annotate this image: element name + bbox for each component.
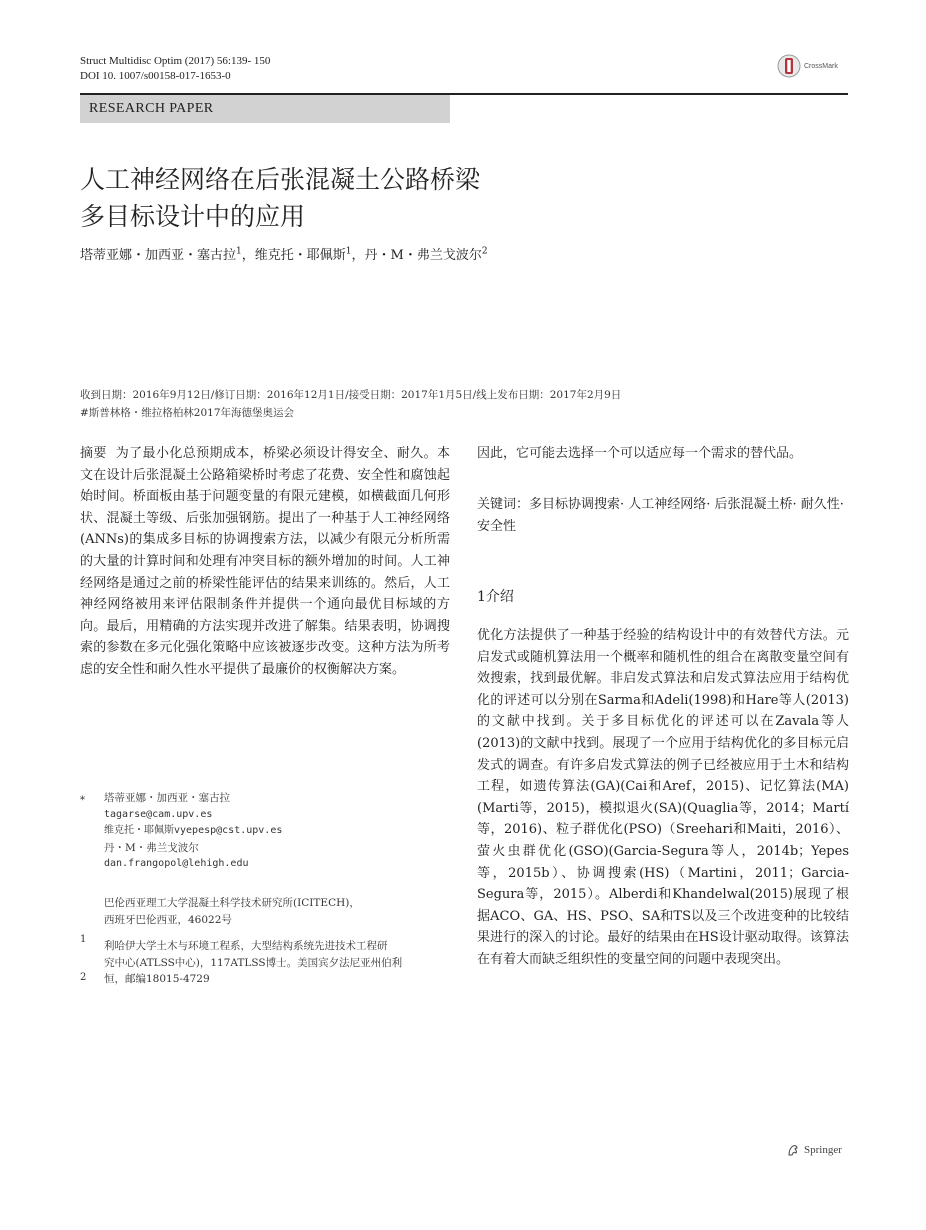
- corresponding-authors: [104, 790, 454, 873]
- author-1[interactable]: 塔蒂亚娜・加西亚・塞古拉: [80, 248, 237, 263]
- author-3[interactable]: 丹・M・弗兰戈波尔: [364, 248, 482, 263]
- doi[interactable]: DOI 10. 1007/s00158-017-1653-0: [80, 70, 231, 82]
- introduction-text: 优化方法提供了一种基于经验的结构设计中的有效替代方法。元启发式或随机算法用一个概率和随机性的组合在离散变量空间有效搜索，找到最优解。非启发式算法和启发式算法应用于结构优化的评述可以分别在Sarma和Adeli(1998)和Hare等人(2013)的文献中找到。关于多目标优化的评述可以在Zavala等人(2013)的文献中找到。展现了一个应用于结构优化的多目标元启发式的调查。有许多启发式算法的例子已经被应用于土木和结构工程，如遗传算法(GA)(Cai和Aref，2015)、记忆算法(MA)(Marti等，2015)，模拟退火(SA)(Quaglia等，2014；Martí等，2016)、粒子群优化(PSO)（Sreehari和Maiti，2016）、萤火虫群优化(GSO)(Garcia-Segura等人，2014b；Yepes等，2015b）、协调搜索(HS)（Martini，2011；Garcia-Segura等，2015）。Alberdi和Khandelwal(2015)展现了根据ACO、GA、HS、PSO、SA和TS以及三个改进变种的比较结果进行的深入的讨论。最好的结果由在HS设计驱动取得。该算法在有着大而缺乏组织性的变量空间的问题中表现突出。: [477, 628, 849, 967]
- affiliation-2-line-3: 恒，邮编18015-4729: [104, 973, 210, 985]
- crossmark-icon: [777, 54, 801, 78]
- copyright-line: #斯普林格・维拉格柏林2017年海德堡奥运会: [80, 407, 295, 419]
- author-1-name: 塔蒂亚娜・加西亚・塞古拉: [104, 792, 230, 804]
- affiliation-1-line-2: 西班牙巴伦西亚，46022号: [104, 913, 232, 926]
- crossmark-badge[interactable]: [777, 52, 849, 80]
- footnote-number-1: 1: [80, 934, 87, 945]
- publisher-name: Springer: [804, 1144, 842, 1156]
- author-separator: ，: [351, 248, 365, 263]
- author-3-email[interactable]: dan.frangopol@lehigh.edu: [104, 858, 249, 869]
- footnote-number-2: 2: [80, 972, 87, 983]
- author-separator: ，: [241, 248, 255, 263]
- paper-title: [80, 161, 480, 235]
- author-1-email[interactable]: tagarse@cam.upv.es: [104, 808, 213, 820]
- author-2-affiliation: 1: [345, 246, 352, 257]
- journal-reference: Struct Multidisc Optim (2017) 56:139- 150: [80, 55, 271, 67]
- section-heading-introduction: 1介绍: [477, 589, 514, 605]
- author-1-affiliation: 1: [236, 246, 242, 257]
- article-type: RESEARCH PAPER: [89, 101, 214, 116]
- author-list: [80, 244, 488, 263]
- author-2-contact[interactable]: 维克托・耶佩斯vyepesp@cst.upv.es: [104, 825, 283, 836]
- publication-dates: [80, 386, 621, 422]
- author-3-affiliation: 2: [481, 246, 488, 257]
- abstract-text: 为了最小化总预期成本，桥梁必须设计得安全、耐久。本文在设计后张混凝土公路箱梁桥时考虑了花费、安全性和腐蚀起始时间。桥面板由基于问题变量的有限元建模，如横截面几何形状、混凝土等级、后张加强钢筋。提出了一种基于人工神经网络(ANNs)的集成多目标的协调搜索方法，以减少有限元分析所需的大量的计算时间和处理有冲突目标的额外增加的时间。人工神经网络是通过之前的桥梁性能评估的结果来训练的。然后，人工神经网络被用来评估限制条件并提供一个通向最优目标域的方向。最后，用精确的方法实现并改进了解集。结果表明，协调搜索的参数在多元化强化策略中应该被逐步改变。这种方法为所考虑的安全性和耐久性水平提供了最廉价的权衡解决方案。: [80, 446, 450, 677]
- article-type-bar: [80, 95, 450, 123]
- abstract-label: 摘要: [80, 446, 107, 461]
- keywords: 关键词：多目标协调搜索· 人工神经网络· 后张混凝土桥· 耐久性· 安全性: [477, 497, 844, 534]
- affiliation-2: [104, 938, 454, 988]
- title-line-1: 人工神经网络在后张混凝土公路桥梁: [80, 165, 481, 194]
- affiliation-2-line-2: 究中心(ATLSS中心)，117ATLSS博士。美国宾夕法尼亚州伯利: [104, 956, 403, 969]
- abstract-continuation: 因此，它可能去选择一个可以适应每一个需求的替代品。: [477, 446, 803, 461]
- title-line-2: 多目标设计中的应用: [80, 202, 306, 231]
- affiliation-2-line-1: 利哈伊大学土木与环境工程系，大型结构系统先进技术工程研: [104, 940, 388, 952]
- abstract: [80, 443, 450, 681]
- crossmark-label: CrossMark: [804, 62, 838, 70]
- footnote-star: *: [80, 795, 85, 806]
- author-3-name: 丹・M・弗兰戈波尔: [104, 841, 199, 854]
- affiliation-1-line-1: 巴伦西亚理工大学混凝土科学技术研究所(ICITECH)，: [104, 897, 360, 909]
- publisher-logo: [786, 1143, 842, 1157]
- author-2[interactable]: 维克托・耶佩斯: [254, 248, 346, 263]
- springer-horse-icon: [786, 1143, 800, 1157]
- history-dates: 收到日期：2016年9月12日/修订日期：2016年12月1日/接受日期：2017年1月5日/线上发布日期：2017年2月9日: [80, 389, 622, 401]
- affiliation-1: [104, 895, 454, 928]
- journal-citation: [80, 54, 270, 84]
